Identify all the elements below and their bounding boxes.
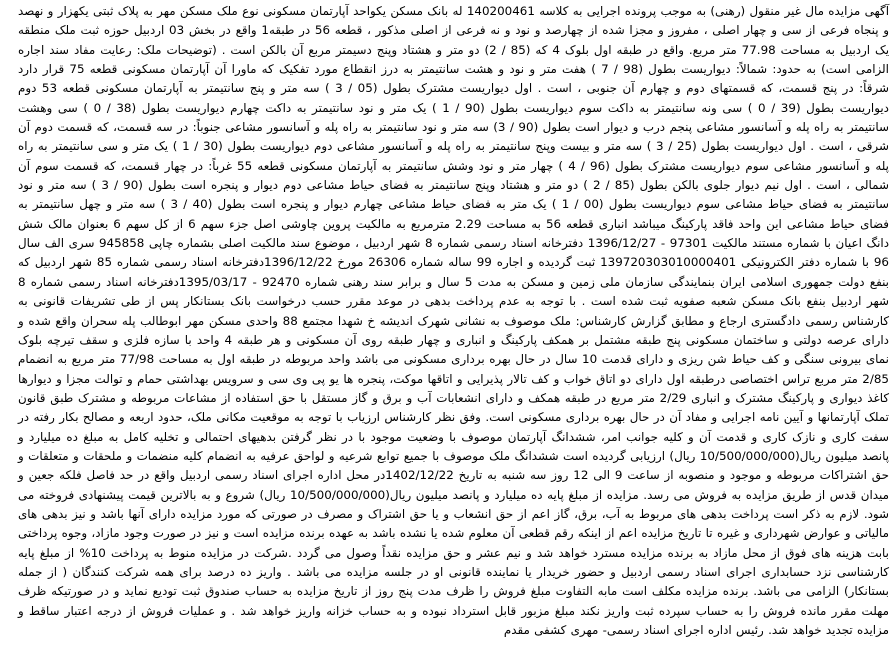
auction-notice [12, 0, 895, 651]
auction-notice-body: آگهی مزایده مال غیر منقول (رهنی) به موجب پرونده اجرایی به کلاسه 140200461 له بانک مسکن یکواحد آپارتمان مسکونی نوع ملک مسکن مهر به پلاک ثبتی یکهزار و نهصد و پنجاه فرعی از سی و چهار اصلی ، مفروز و مجزا شده از چهارصد و نود و نه فرعی از اصلی مذکور ، قطعه 56 در طبقه1 واقع در بخش 03 اردبیل حوزه ثبت ملک منطقه یک اردبیل به مساحت 77.98 متر مربع. واقع در طبقه اول بلوک 4 که (85 / 2) دو متر و هشتاد وپنج دسیمتر مربع آن بالکن است . (توضیحات ملک: رعایت مفاد سند اجاره الزامی است) به حدود: شمالاً: دیواریست بطول (98 / 7 ) هفت متر و نود و هشت سانتیمتر به درز انقطاع مورد تفکیک که ماورا آن آپارتمان مسکونی قطعه 75 قرار دارد شرقاً: در پنج قسمت، که قسمتهای دوم و چهارم آن جنوبی ، است . اول دیواریست مشترک بطول (05 / 3 ) سه متر و پنج سانتیمتر به آپارتمان مسکونی قطعه 53 دوم دیواریست بطول (39 / 0 ) سی ونه سانتیمتر به داکت سوم دیواریست بطول (90 / 1 ) یک متر و نود سانتیمتر به داکت چهارم دیواریست بطول (38 / 0 ) سی وهشت سانتیمتر به راه پله و آسانسور مشاعی پنجم درب و دیوار است بطول (90 / 3) سه متر و نود سانتیمتر به راه پله و آسانسور مشاعی جنوباً: در سه قسمت، که قسمت دوم آن شرقی ، است . اول دیواریست بطول (25 / 3 ) سه متر و بیست وپنج سانتیمتر به راه پله و آسانسور مشاعی دوم دیواریست بطول (30 / 1 ) یک متر و سی سانتیمتر به راه پله و آسانسور مشاعی سوم دیواریست مشترک بطول (96 / 4 ) چهار متر و نود وشش سانتیمتر به آپارتمان مسکونی قطعه 55 غرباً: در چهار قسمت، که قسمت سوم آن شمالی ، است . اول نیم دیوار جلوی بالکن بطول (85 / 2 ) دو متر و هشتاد وپنج سانتیمتر به فضای حیاط مشاعی دوم دیوار و پنجره است بطول (90 / 3 ) سه متر و نود سانتیمتر به فضای حیاط مشاعی سوم دیواریست بطول (00 / 1 ) یک متر به فضای حیاط مشاعی چهارم دیوار و پنجره است بطول (40 / 3 ) سه متر و چهل سانتیمتر به فضای حیاط مشاعی این واحد فاقد پارکینگ میباشد انباری قطعه 56 به مساحت 2.29 مترمربع به مالکیت پروین چاوشی اصل جزء سهم 6 از کل سهم 6 بعنوان مالک شش دانگ اعیان با شماره مستند مالکیت 97301 - 1396/12/27 دفترخانه اسناد رسمی شماره 8 شهر اردبیل ، موضوع سند مالکیت اصلی بشماره چاپی 945858 سری الف سال 96 با شماره دفتر الکترونیکی 139720303010000401 ثبت گردیده و اجاره 99 ساله شماره 26306 مورخ 1396/12/22دفترخانه اسناد رسمی شماره 85 شهر اردبیل که بنفع دولت جمهوری اسلامی ایران بنمایندگی سازمان ملی زمین و مسکن به مدت 5 سال و برابر سند رهنی شماره 92470 - 1395/03/17دفترخانه اسناد رسمی شماره 8 شهر اردبیل بنفع بانک مسکن شعبه صفویه ثبت شده است . با توجه به عدم پرداخت بدهی در موعد مقرر حسب درخواست بانک بستانکار پس از طی تشریفات قانونی به کارشناس رسمی دادگستری ارجاع و مطابق گزارش کارشناس: ملک موصوف به نشانی شهرک اندیشه خ شهدا مجتمع 88 واحدی مسکن مهر ابوطالب پله سحران واقع شده و دارای عرصه دولتی و ساختمان مسکونی پنج طبقه مشتمل بر همکف پارکینگ و انباری و چهار طبقه روی آن مسکونی و هر طبقه 4 واحد با سازه فلزی و سقف تیرچه بلوک نمای بیرونی سنگی و کف حیاط شن ریزی و دارای قدمت 10 سال در حال بهره برداری مسکونی می باشد واحد مربوطه در طبقه اول به مساحت 77/98 متر مربع به انضمام 2/85 متر مربع تراس اختصاصی درطبقه اول دارای دو اتاق خواب و کف تالار پذیرایی و اتاقها موکت، پنجره ها یو پی وی سی و سرویس بهداشتی حمام و توالت مجزا و دیوارها کاغذ دیواری و پارکینگ مشترک و انباری 2/29 متر مربع در طبقه همکف و دارای انشعابات آب و برق و گاز مستقل با حق استفاده از مشاعات مربوطه و مشترک طبق قانون تملک آپارتمانها و آیین نامه اجرایی و مفاد آن در حال بهره برداری مسکونی است. وفق نظر کارشناس ارزیاب با توجه به موقعیت مکانی ملک، حدود اربعه و مصالح بکار رفته در سفت کاری و نازک کاری و قدمت آن و کلیه جوانب امر، ششدانگ آپارتمان موصوف با وضعیت موجود با در نظر گرفتن بدهیهای احتمالی و تخلیه کامل به مبلغ ده میلیارد و پانصد میلیون ریال(10/500/000/000 ریال) ارزیابی گردیده است ششدانگ ملک موصوف با جمیع توابع شرعیه و لواحق عرفیه به انضمام کلیه منضمات و ملحقات و متعلقات و حق اشتراکات مربوطه و موجود و منصوبه از ساعت 9 الی 12 روز سه شنبه به تاریخ 1402/12/22در محل اداره اجرای اسناد رسمی اردبیل واقع در حد فاصل فلکه جعین و میدان قدس از طریق مزایده به فروش می رسد. مزایده از مبلغ پایه ده میلیارد و پانصد میلیون ریال(10/500/000/000 ریال) شروع و به بالاترین قیمت پیشنهادی فروخته می شود. لازم به ذکر است پرداخت بدهی های مربوط به آب، برق، گاز اعم از حق انشعاب و یا حق اشتراک و مصرف در صورتی که مورد مزایده دارای آنها باشد و نیز بدهی های مالیاتی و عوارض شهرداری و غیره تا تاریخ مزایده اعم از اینکه رقم قطعی آن معلوم شده یا نشده باشد به عهده برنده مزایده است و نیز در صورت وجود مازاد، وجوه پرداختی بابت هزینه های فوق از محل مازاد به برنده مزایده مسترد خواهد شد و نیم عشر و حق مزایده نقداً وصول می گردد .شرکت در مزایده منوط به پرداخت 10% از مبلغ پایه کارشناسی نزد حسابداری اجرای اسناد رسمی اردبیل و حضور خریدار یا نماینده قانونی او در جلسه مزایده می باشد . واریز ده درصد برای همه شرکت کنندگان ( از جمله بستانکار) الزامی می باشد. برنده مزایده مکلف است مابه التفاوت مبلغ فروش را ظرف مدت پنج روز از تاریخ مزایده به حساب صندوق ثبت تودیع نماید و در صورتیکه ظرف مهلت مقرر مانده فروش را به حساب سپرده ثبت واریز نکند مبلغ مزبور قابل استرداد نبوده و به حساب خزانه واریز خواهد شد . و عملیات فروش از درجه اعتبار ساقط و مزایده تجدید خواهد شد. رئیس اداره اجرای اسناد رسمی- مهری کشفی مقدم [18, 4, 890, 637]
